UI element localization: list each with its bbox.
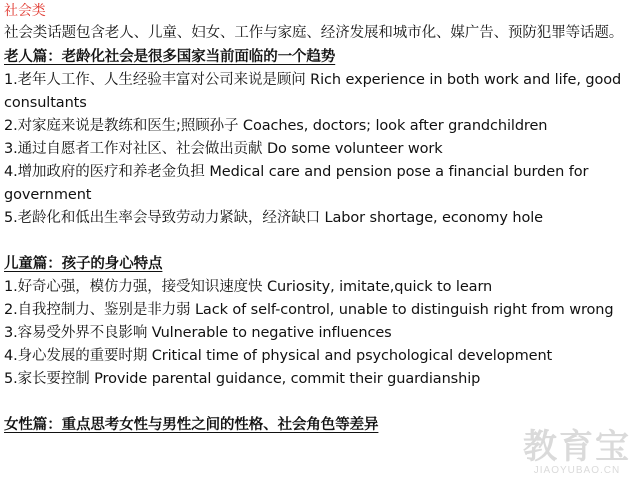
list-item: 1.老年人工作、人生经验丰富对公司来说是顾问 Rich experience in both work and life, good consultants xyxy=(4,72,622,111)
list-item: 1.好奇心强，模仿力强，接受知识速度快 Curiosity, imitate,quick to learn xyxy=(4,279,493,295)
intro-paragraph: 社会类话题包含老人、儿童、妇女、工作与家庭、经济发展和城市化、媒广告、预防犯罪等话题。 xyxy=(4,25,624,41)
list-item: 2.自我控制力、鉴别是非力弱 Lack of self-control, unable to distinguish right from wrong xyxy=(4,302,614,318)
watermark-logo xyxy=(523,429,631,477)
list-item: 3.通过自愿者工作对社区、社会做出贡献 Do some volunteer work xyxy=(4,141,443,157)
section-spacer xyxy=(4,391,640,413)
category-title: 社会类 xyxy=(4,3,46,19)
list-item: 2.对家庭来说是教练和医生;照顾孙子 Coaches, doctors; look after grandchildren xyxy=(4,118,548,134)
section-heading-women: 女性篇：重点思考女性与男性之间的性格、社会角色等差异 xyxy=(4,417,379,433)
watermark-url: JIAOYUBAO.CN xyxy=(533,465,621,476)
section-spacer xyxy=(4,230,640,252)
list-item: 5.老龄化和低出生率会导致劳动力紧缺，经济缺口 Labor shortage, economy hole xyxy=(4,210,543,226)
section-heading-children: 儿童篇：孩子的身心特点 xyxy=(4,256,163,272)
watermark-text: 教育宝 xyxy=(523,427,631,467)
list-item: 3.容易受外界不良影响 Vulnerable to negative influences xyxy=(4,325,392,341)
list-item: 4.增加政府的医疗和养老金负担 Medical care and pension pose a financial burden for government xyxy=(4,164,589,203)
list-item: 5.家长要控制 Provide parental guidance, commit their guardianship xyxy=(4,371,481,387)
list-item: 4.身心发展的重要时期 Critical time of physical and psychological development xyxy=(4,348,553,364)
document-page xyxy=(4,0,640,437)
section-heading-elderly: 老人篇：老龄化社会是很多国家当前面临的一个趋势 xyxy=(4,49,336,65)
